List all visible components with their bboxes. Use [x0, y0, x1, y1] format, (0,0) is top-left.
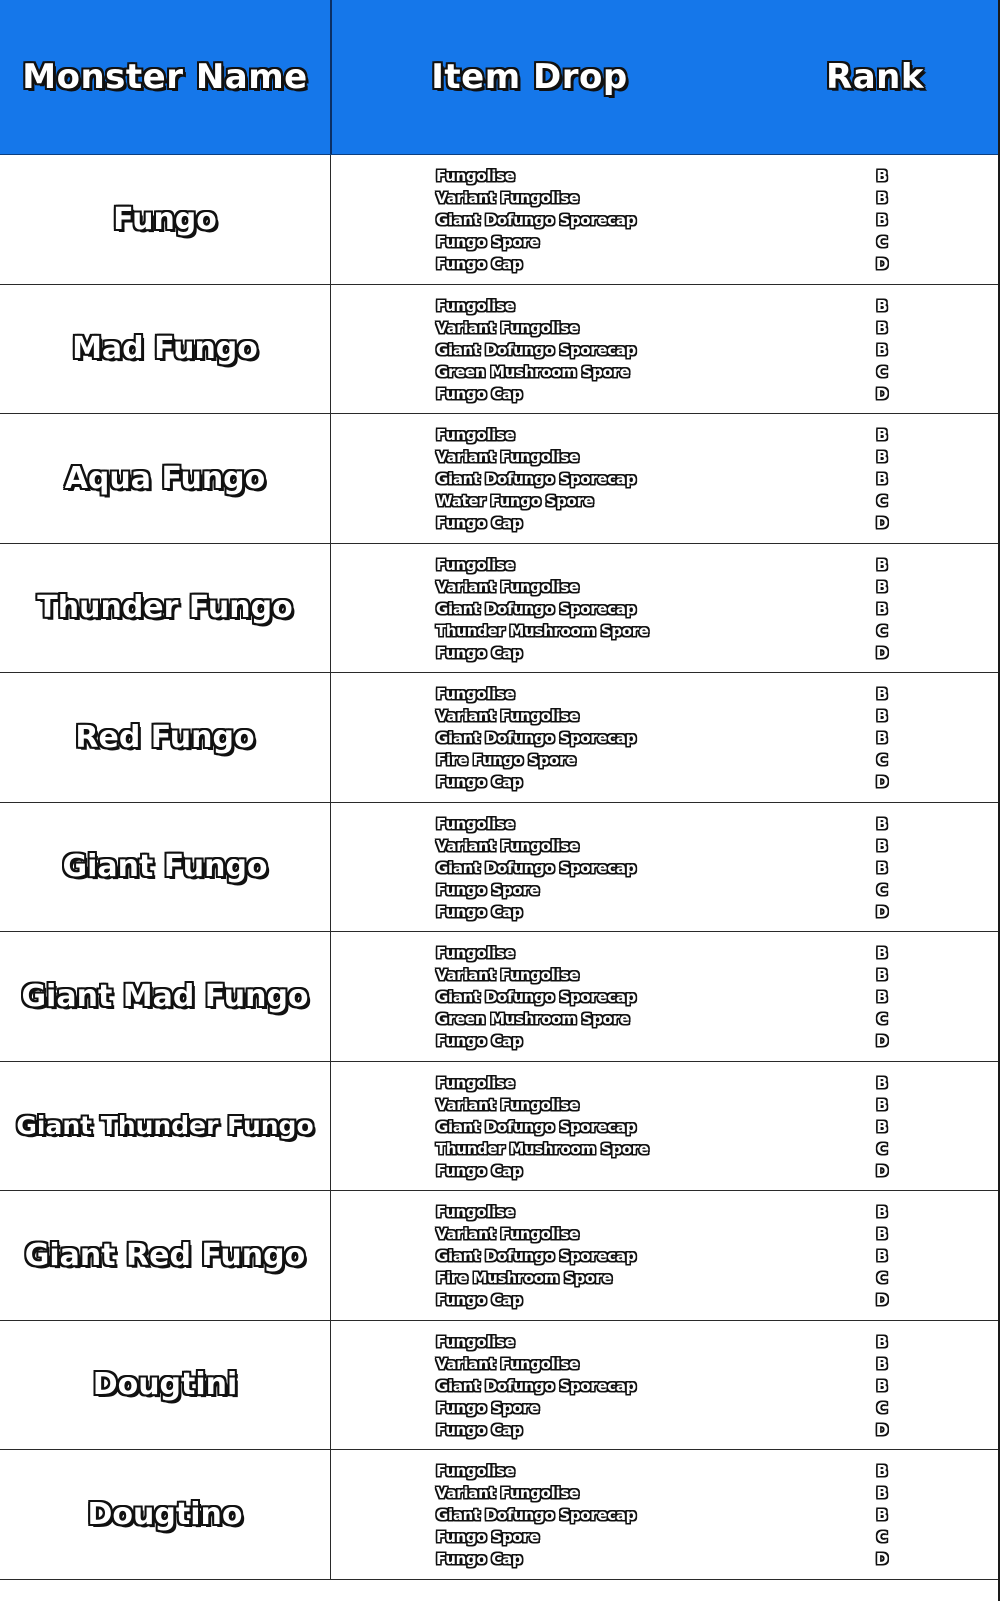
rank-value: D	[875, 1161, 889, 1180]
column-divider	[330, 673, 331, 802]
rank-value: D	[875, 1550, 889, 1568]
item-drop: Fungolise	[436, 555, 515, 574]
item-drop: Green Mushroom Spore	[436, 1010, 630, 1028]
column-divider	[330, 544, 331, 673]
item-drop-list	[436, 1201, 756, 1311]
rank-list	[870, 424, 894, 534]
rank-list	[870, 942, 894, 1052]
rank-value: B	[876, 707, 888, 725]
rank-value: B	[876, 470, 888, 488]
rank-value: C	[876, 621, 888, 640]
table-header	[0, 0, 998, 155]
item-drop-list	[436, 554, 756, 664]
item-drop: Fungo Cap	[436, 643, 523, 662]
column-divider	[330, 1321, 331, 1450]
table-row	[0, 932, 998, 1062]
item-drop: Fungo Spore	[436, 1398, 540, 1417]
item-drop: Fire Mushroom Spore	[436, 1269, 612, 1287]
rank-list	[870, 1460, 894, 1570]
monster-name: Fungo	[113, 201, 217, 237]
rank-value: D	[875, 1032, 889, 1050]
item-drop-list	[436, 1460, 756, 1570]
rank-value: B	[876, 555, 888, 574]
monster-name: Red Fungo	[75, 719, 255, 755]
rank-value: C	[876, 880, 888, 899]
monster-name: Aqua Fungo	[64, 460, 266, 496]
table-row	[0, 1191, 998, 1321]
rank-value: B	[876, 1376, 888, 1395]
rank-value: B	[876, 1225, 888, 1243]
table-row	[0, 1450, 998, 1580]
rank-value: B	[876, 1117, 888, 1136]
item-drop: Giant Dofungo Sporecap	[436, 729, 637, 747]
rank-value: C	[876, 1010, 888, 1028]
item-drop-list	[436, 1331, 756, 1441]
item-drop-list	[436, 424, 756, 534]
item-drop: Fungolise	[436, 426, 515, 444]
column-divider	[330, 155, 331, 284]
rank-value: B	[876, 318, 888, 337]
table-row	[0, 414, 998, 544]
item-drop-list	[436, 295, 756, 405]
item-drop-list	[436, 165, 756, 275]
item-drop: Thunder Mushroom Spore	[436, 621, 649, 640]
rank-value: B	[876, 1247, 888, 1265]
item-drop: Fungolise	[436, 1332, 515, 1351]
item-drop: Giant Dofungo Sporecap	[436, 1376, 637, 1395]
table-row	[0, 285, 998, 415]
item-drop: Variant Fungolise	[436, 1354, 579, 1373]
rank-value: D	[875, 1420, 889, 1439]
table-row	[0, 155, 998, 285]
item-drop: Variant Fungolise	[436, 836, 579, 855]
rank-list	[870, 813, 894, 923]
item-drop: Fire Fungo Spore	[436, 751, 576, 769]
rank-value: B	[876, 1506, 888, 1524]
rank-value: B	[876, 858, 888, 877]
rank-value: B	[876, 340, 888, 359]
rank-value: B	[876, 189, 888, 207]
monster-name: Giant Thunder Fungo	[16, 1111, 314, 1141]
monster-name: Giant Red Fungo	[24, 1237, 306, 1273]
rank-value: C	[876, 1139, 888, 1158]
item-drop: Fungo Cap	[436, 1161, 523, 1180]
column-header-item-drop: Item Drop	[431, 57, 628, 97]
item-drop: Fungolise	[436, 1462, 515, 1480]
item-drop: Fungolise	[436, 814, 515, 833]
item-drop: Giant Dofungo Sporecap	[436, 1506, 637, 1524]
rank-value: B	[876, 1332, 888, 1351]
item-drop: Fungo Cap	[436, 514, 523, 532]
rank-value: D	[875, 773, 889, 791]
monster-name: Thunder Fungo	[37, 590, 293, 626]
item-drop-list	[436, 942, 756, 1052]
rank-value: B	[876, 1095, 888, 1114]
item-drop: Variant Fungolise	[436, 448, 579, 466]
monster-name: Giant Fungo	[62, 849, 268, 885]
item-drop-list	[436, 683, 756, 793]
rank-value: D	[875, 255, 889, 273]
rank-list	[870, 1201, 894, 1311]
rank-value: C	[876, 362, 888, 381]
item-drop: Giant Dofungo Sporecap	[436, 211, 637, 229]
rank-value: B	[876, 1203, 888, 1221]
item-drop-list	[436, 1072, 756, 1182]
rank-value: B	[876, 1073, 888, 1092]
rank-value: D	[875, 643, 889, 662]
rank-list	[870, 683, 894, 793]
rank-value: C	[876, 1528, 888, 1546]
rank-value: B	[876, 599, 888, 618]
item-drop: Giant Dofungo Sporecap	[436, 1247, 637, 1265]
rank-list	[870, 295, 894, 405]
item-drop: Fungo Cap	[436, 773, 523, 791]
item-drop: Fungolise	[436, 1203, 515, 1221]
item-drop: Fungolise	[436, 944, 515, 962]
table-row	[0, 544, 998, 674]
rank-value: D	[875, 384, 889, 403]
item-drop: Variant Fungolise	[436, 1225, 579, 1243]
rank-value: B	[876, 966, 888, 984]
column-header-rank: Rank	[826, 57, 924, 97]
rank-value: C	[876, 492, 888, 510]
rank-value: C	[876, 1398, 888, 1417]
column-divider	[330, 1062, 331, 1191]
rank-value: C	[876, 1269, 888, 1287]
item-drop: Thunder Mushroom Spore	[436, 1139, 649, 1158]
item-drop: Variant Fungolise	[436, 577, 579, 596]
column-divider	[330, 803, 331, 932]
table-row	[0, 1062, 998, 1192]
item-drop: Fungo Cap	[436, 1550, 523, 1568]
column-header-monster-name: Monster Name	[22, 57, 308, 97]
rank-value: D	[875, 514, 889, 532]
monster-name: Mad Fungo	[72, 331, 258, 367]
item-drop: Giant Dofungo Sporecap	[436, 599, 637, 618]
rank-value: B	[876, 167, 888, 185]
item-drop: Variant Fungolise	[436, 189, 579, 207]
item-drop: Fungo Cap	[436, 384, 523, 403]
item-drop: Giant Dofungo Sporecap	[436, 470, 637, 488]
column-divider	[330, 414, 331, 543]
item-drop: Fungo Spore	[436, 233, 540, 251]
column-divider	[330, 1450, 331, 1579]
rank-value: D	[875, 1291, 889, 1309]
table-row	[0, 673, 998, 803]
rank-list	[870, 554, 894, 664]
item-drop: Giant Dofungo Sporecap	[436, 988, 637, 1006]
item-drop: Fungo Spore	[436, 1528, 540, 1546]
rank-value: B	[876, 685, 888, 703]
item-drop: Fungolise	[436, 1073, 515, 1092]
item-drop: Giant Dofungo Sporecap	[436, 340, 637, 359]
rank-value: B	[876, 426, 888, 444]
column-divider	[330, 285, 331, 414]
item-drop: Variant Fungolise	[436, 966, 579, 984]
item-drop: Fungolise	[436, 296, 515, 315]
rank-value: C	[876, 751, 888, 769]
rank-value: B	[876, 577, 888, 596]
rank-value: B	[876, 988, 888, 1006]
rank-value: B	[876, 814, 888, 833]
item-drop: Giant Dofungo Sporecap	[436, 858, 637, 877]
rank-value: B	[876, 836, 888, 855]
item-drop: Fungolise	[436, 685, 515, 703]
rank-value: B	[876, 1484, 888, 1502]
monster-name: Dougtini	[92, 1367, 238, 1403]
item-drop: Fungo Cap	[436, 255, 523, 273]
item-drop: Water Fungo Spore	[436, 492, 594, 510]
item-drop: Variant Fungolise	[436, 1095, 579, 1114]
table-row	[0, 803, 998, 933]
rank-value: B	[876, 296, 888, 315]
table-row	[0, 1321, 998, 1451]
item-drop: Fungo Cap	[436, 1291, 523, 1309]
rank-list	[870, 1072, 894, 1182]
rank-value: B	[876, 448, 888, 466]
rank-value: B	[876, 944, 888, 962]
item-drop: Green Mushroom Spore	[436, 362, 630, 381]
monster-name: Giant Mad Fungo	[21, 978, 309, 1014]
item-drop-list	[436, 813, 756, 923]
item-drop: Fungolise	[436, 167, 515, 185]
item-drop: Variant Fungolise	[436, 707, 579, 725]
monster-name: Dougtino	[87, 1496, 243, 1532]
rank-list	[870, 165, 894, 275]
item-drop: Fungo Cap	[436, 902, 523, 921]
rank-value: B	[876, 211, 888, 229]
rank-value: B	[876, 1462, 888, 1480]
rank-value: B	[876, 729, 888, 747]
table-body	[0, 155, 998, 1580]
item-drop: Variant Fungolise	[436, 318, 579, 337]
item-drop: Fungo Cap	[436, 1420, 523, 1439]
rank-value: B	[876, 1354, 888, 1373]
item-drop: Giant Dofungo Sporecap	[436, 1117, 637, 1136]
column-divider	[330, 1191, 331, 1320]
rank-value: C	[876, 233, 888, 251]
item-drop: Fungo Cap	[436, 1032, 523, 1050]
rank-list	[870, 1331, 894, 1441]
rank-value: D	[875, 902, 889, 921]
column-divider	[330, 932, 331, 1061]
item-drop: Fungo Spore	[436, 880, 540, 899]
item-drop: Variant Fungolise	[436, 1484, 579, 1502]
